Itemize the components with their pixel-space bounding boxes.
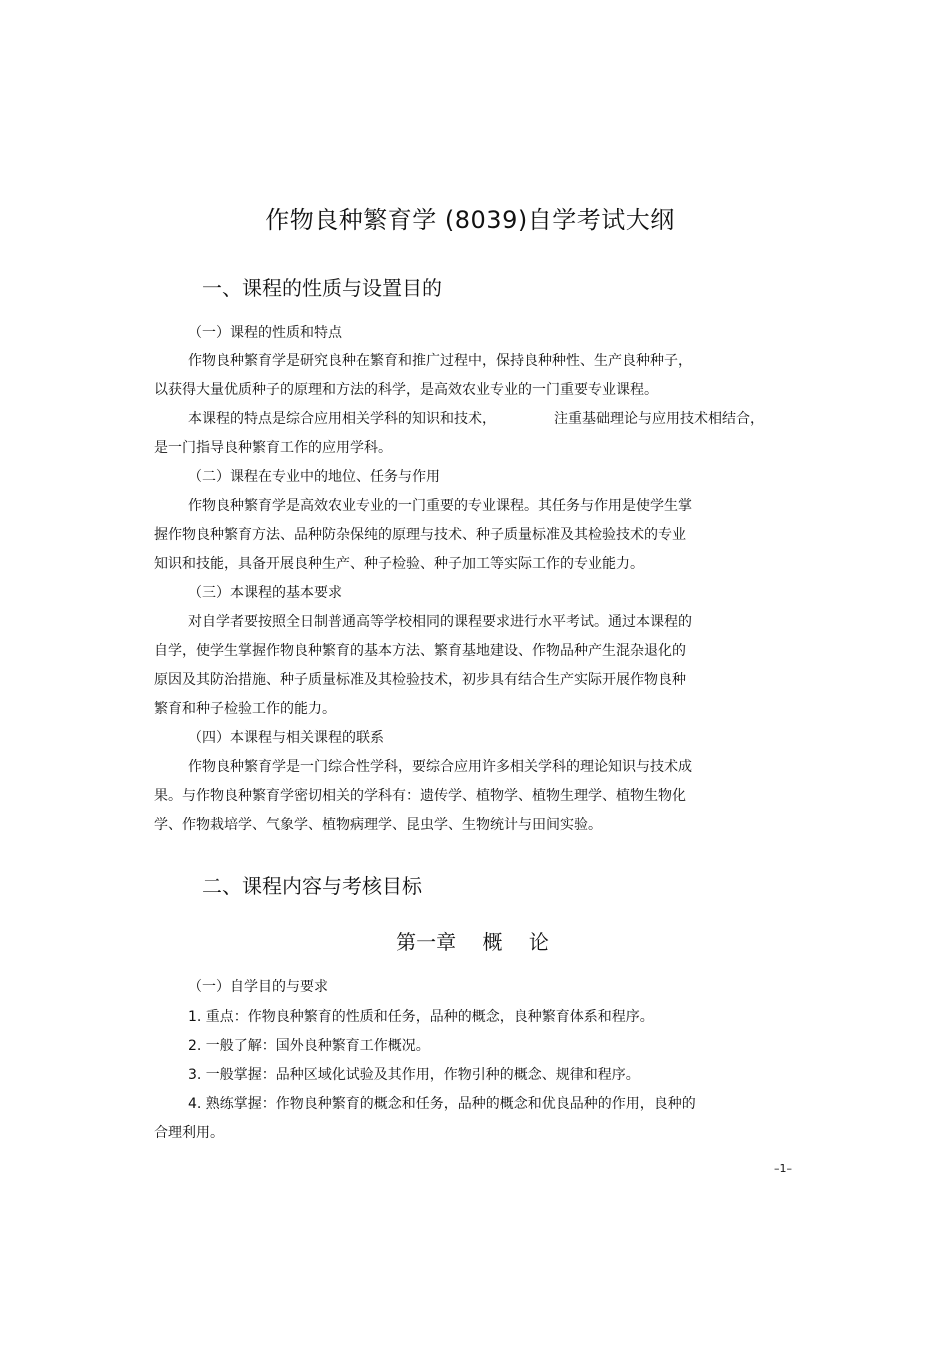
page-number: –1– [774, 1162, 792, 1175]
list-item: 2. 一般了解：国外良种繁育工作概况。 [188, 1038, 430, 1054]
paragraph-line: 作物良种繁育学是高效农业专业的一门重要的专业课程。其任务与作用是使学生掌 [188, 498, 692, 514]
paragraph-line: 果。与作物良种繁育学密切相关的学科有：遗传学、植物学、植物生理学、植物生物化 [154, 788, 686, 804]
subsection-1-3-heading: （三）本课程的基本要求 [188, 585, 342, 601]
subsection-1-1-heading: （一）课程的性质和特点 [188, 325, 342, 341]
paragraph-line: 作物良种繁育学是研究良种在繁育和推广过程中，保持良种种性、生产良种种子， [188, 353, 692, 369]
subsection-1-2-heading: （二）课程在专业中的地位、任务与作用 [188, 469, 440, 485]
list-item: 4. 熟练掌握：作物良种繁育的概念和任务，品种的概念和优良品种的作用，良种的 [188, 1096, 696, 1112]
subsection-1-4-heading: （四）本课程与相关课程的联系 [188, 730, 384, 746]
subsection-2-1-heading: （一）自学目的与要求 [188, 979, 328, 995]
list-item: 1. 重点：作物良种繁育的性质和任务，品种的概念，良种繁育体系和程序。 [188, 1009, 654, 1025]
section-1-heading: 一、课程的性质与设置目的 [202, 276, 442, 300]
paragraph-line: 学、作物栽培学、气象学、植物病理学、昆虫学、生物统计与田间实验。 [154, 817, 602, 833]
paragraph-line: 握作物良种繁育方法、品种防杂保纯的原理与技术、种子质量标准及其检验技术的专业 [154, 527, 686, 543]
document-title: 作物良种繁育学 (8039)自学考试大纲 [265, 206, 675, 234]
list-item: 3. 一般掌握：品种区域化试验及其作用，作物引种的概念、规律和程序。 [188, 1067, 640, 1083]
list-item-continuation: 合理利用。 [154, 1125, 224, 1141]
paragraph-line: 注重基础理论与应用技术相结合， [554, 411, 764, 427]
paragraph-line: 对自学者要按照全日制普通高等学校相同的课程要求进行水平考试。通过本课程的 [188, 614, 692, 630]
paragraph-line: 以获得大量优质种子的原理和方法的科学，是高效农业专业的一门重要专业课程。 [154, 382, 658, 398]
paragraph-line: 本课程的特点是综合应用相关学科的知识和技术， [188, 411, 496, 427]
paragraph-line: 自学，使学生掌握作物良种繁育的基本方法、繁育基地建设、作物品种产生混杂退化的 [154, 643, 686, 659]
paragraph-line: 是一门指导良种繁育工作的应用学科。 [154, 440, 392, 456]
paragraph-line: 知识和技能，具备开展良种生产、种子检验、种子加工等实际工作的专业能力。 [154, 556, 644, 572]
paragraph-line: 原因及其防治措施、种子质量标准及其检验技术，初步具有结合生产实际开展作物良种 [154, 672, 686, 688]
section-2-heading: 二、课程内容与考核目标 [202, 874, 422, 898]
paragraph-line: 繁育和种子检验工作的能力。 [154, 701, 336, 717]
paragraph-line: 作物良种繁育学是一门综合性学科，要综合应用许多相关学科的理论知识与技术成 [188, 759, 692, 775]
chapter-heading: 第一章 概 论 [396, 930, 549, 954]
